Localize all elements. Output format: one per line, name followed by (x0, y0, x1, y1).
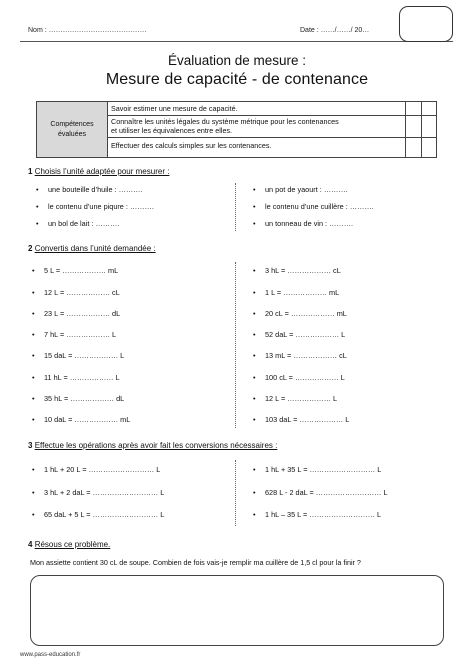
list-item: • un bol de lait : ………. (36, 219, 120, 228)
list-item: • 12 L = ……………… L (253, 394, 338, 403)
answer-blank[interactable]: 103 daL = ……………… L (265, 415, 350, 424)
answer-blank[interactable]: 3 hL = ……………… cL (265, 266, 341, 275)
answer-blank[interactable]: 13 mL = ……………… cL (265, 351, 347, 360)
table-column-divider (405, 102, 406, 157)
list-item: • 3 hL + 2 daL = ……………………… L (32, 488, 165, 497)
answer-blank[interactable]: 15 daL = ……………… L (44, 351, 125, 360)
answer-blank[interactable]: un bol de lait : ………. (48, 219, 120, 228)
answer-blank[interactable]: un tonneau de vin : ………. (265, 219, 354, 228)
grade-box[interactable] (399, 6, 453, 42)
competence-row-1: Savoir estimer une mesure de capacité. (111, 104, 238, 113)
list-item: • un tonneau de vin : ………. (253, 219, 354, 228)
page-title: Évaluation de mesure : (167, 53, 307, 68)
column-separator (235, 262, 236, 428)
list-item: • 52 daL = ……………… L (253, 330, 346, 339)
answer-blank[interactable]: 10 daL = ……………… mL (44, 415, 131, 424)
answer-blank[interactable]: 12 L = ……………… cL (44, 288, 120, 297)
list-item: • 23 L = ……………… dL (32, 309, 121, 318)
answer-blank[interactable]: le contenu d’une piqure : ………. (48, 202, 154, 211)
date-field[interactable]: Date : ……/……/ 20… (300, 27, 370, 34)
competence-row-2a: Connaître les unités légales du système métrique pour les contenances (111, 117, 339, 126)
column-separator (235, 183, 236, 231)
answer-blank[interactable]: 65 daL + 5 L = ……………………… L (44, 510, 165, 519)
footer-url: www.pass-education.fr (20, 652, 81, 658)
section4-heading: Résous ce problème. (34, 540, 111, 549)
answer-blank[interactable]: 20 cL = ……………… mL (265, 309, 347, 318)
competences-label (37, 102, 108, 157)
list-item: • un pot de yaourt : ………. (253, 185, 348, 194)
answer-blank[interactable]: 628 L - 2 daL = ……………………… L (265, 488, 388, 497)
answer-blank[interactable]: une bouteille d’huile : ………. (48, 185, 143, 194)
list-item: • 65 daL + 5 L = ……………………… L (32, 510, 165, 519)
list-item: • 100 cL = ……………… L (253, 373, 345, 382)
list-item: • 1 L = ……………… mL (253, 288, 340, 297)
competence-row-3: Effectuer des calculs simples sur les contenances. (111, 141, 272, 150)
answer-blank[interactable]: 1 hL – 35 L = ……………………… L (265, 510, 382, 519)
answer-blank[interactable]: le contenu d’une cuillère : ………. (265, 202, 374, 211)
header-rule (20, 41, 453, 42)
list-item: • le contenu d’une piqure : ………. (36, 202, 154, 211)
list-item: • 3 hL = ……………… cL (253, 266, 341, 275)
list-item: • 103 daL = ……………… L (253, 415, 350, 424)
list-item: • 15 daL = ……………… L (32, 351, 125, 360)
list-item: • le contenu d’une cuillère : ………. (253, 202, 374, 211)
list-item: • 13 mL = ……………… cL (253, 351, 347, 360)
list-item: • 1 hL – 35 L = ……………………… L (253, 510, 382, 519)
section2-heading: Convertis dans l’unité demandée : (34, 244, 156, 253)
column-separator (235, 460, 236, 526)
answer-blank[interactable]: 1 hL + 20 L = ……………………… L (44, 465, 161, 474)
competences-label-line1: Compétences (50, 120, 94, 128)
competences-table (36, 101, 437, 158)
list-item: • 628 L - 2 daL = ……………………… L (253, 488, 388, 497)
table-divider (108, 115, 436, 116)
section2-number: 2 (28, 244, 33, 253)
name-field[interactable]: Nom : …………………………………… (28, 27, 147, 34)
answer-blank[interactable]: 1 L = ……………… mL (265, 288, 340, 297)
section4-number: 4 (28, 540, 33, 549)
answer-blank[interactable]: 23 L = ……………… dL (44, 309, 121, 318)
answer-blank[interactable]: 12 L = ……………… L (265, 394, 338, 403)
section1-title (28, 167, 169, 176)
list-item: • 12 L = ……………… cL (32, 288, 120, 297)
list-item: • une bouteille d’huile : ………. (36, 185, 143, 194)
section3-number: 3 (28, 441, 33, 450)
list-item: • 35 hL = ……………… dL (32, 394, 125, 403)
competences-label-line2: évaluées (57, 130, 86, 138)
section1-number: 1 (28, 167, 33, 176)
answer-blank[interactable]: 52 daL = ……………… L (265, 330, 346, 339)
answer-box[interactable] (30, 575, 444, 646)
section3-heading: Effectue les opérations après avoir fait les conversions nécessaires : (34, 441, 278, 450)
problem-statement: Mon assiette contient 30 cL de soupe. Combien de fois vais-je remplir ma cuillère de 1,5 cl pour la finir ? (30, 558, 361, 567)
page-subtitle: Mesure de capacité - de contenance (105, 71, 369, 88)
list-item: • 10 daL = ……………… mL (32, 415, 131, 424)
section2-title (28, 244, 156, 253)
answer-blank[interactable]: 11 hL = ……………… L (44, 373, 120, 382)
answer-blank[interactable]: 5 L = ……………… mL (44, 266, 119, 275)
answer-blank[interactable]: 1 hL + 35 L = ……………………… L (265, 465, 382, 474)
list-item: • 1 hL + 35 L = ……………………… L (253, 465, 382, 474)
list-item: • 20 cL = ……………… mL (253, 309, 347, 318)
answer-blank[interactable]: 3 hL + 2 daL = ……………………… L (44, 488, 165, 497)
list-item: • 11 hL = ……………… L (32, 373, 120, 382)
list-item: • 1 hL + 20 L = ……………………… L (32, 465, 161, 474)
list-item: • 5 L = ……………… mL (32, 266, 119, 275)
answer-blank[interactable]: 35 hL = ……………… dL (44, 394, 125, 403)
table-column-divider (421, 102, 422, 157)
answer-blank[interactable]: un pot de yaourt : ………. (265, 185, 348, 194)
answer-blank[interactable]: 7 hL = ……………… L (44, 330, 117, 339)
answer-blank[interactable]: 100 cL = ……………… L (265, 373, 345, 382)
table-divider (108, 137, 436, 138)
section4-title (28, 540, 110, 549)
section3-title (28, 441, 277, 450)
list-item: • 7 hL = ……………… L (32, 330, 117, 339)
section1-heading: Choisis l’unité adaptée pour mesurer : (34, 167, 170, 176)
competence-row-2b: et utiliser les équivalences entre elles. (111, 126, 233, 135)
